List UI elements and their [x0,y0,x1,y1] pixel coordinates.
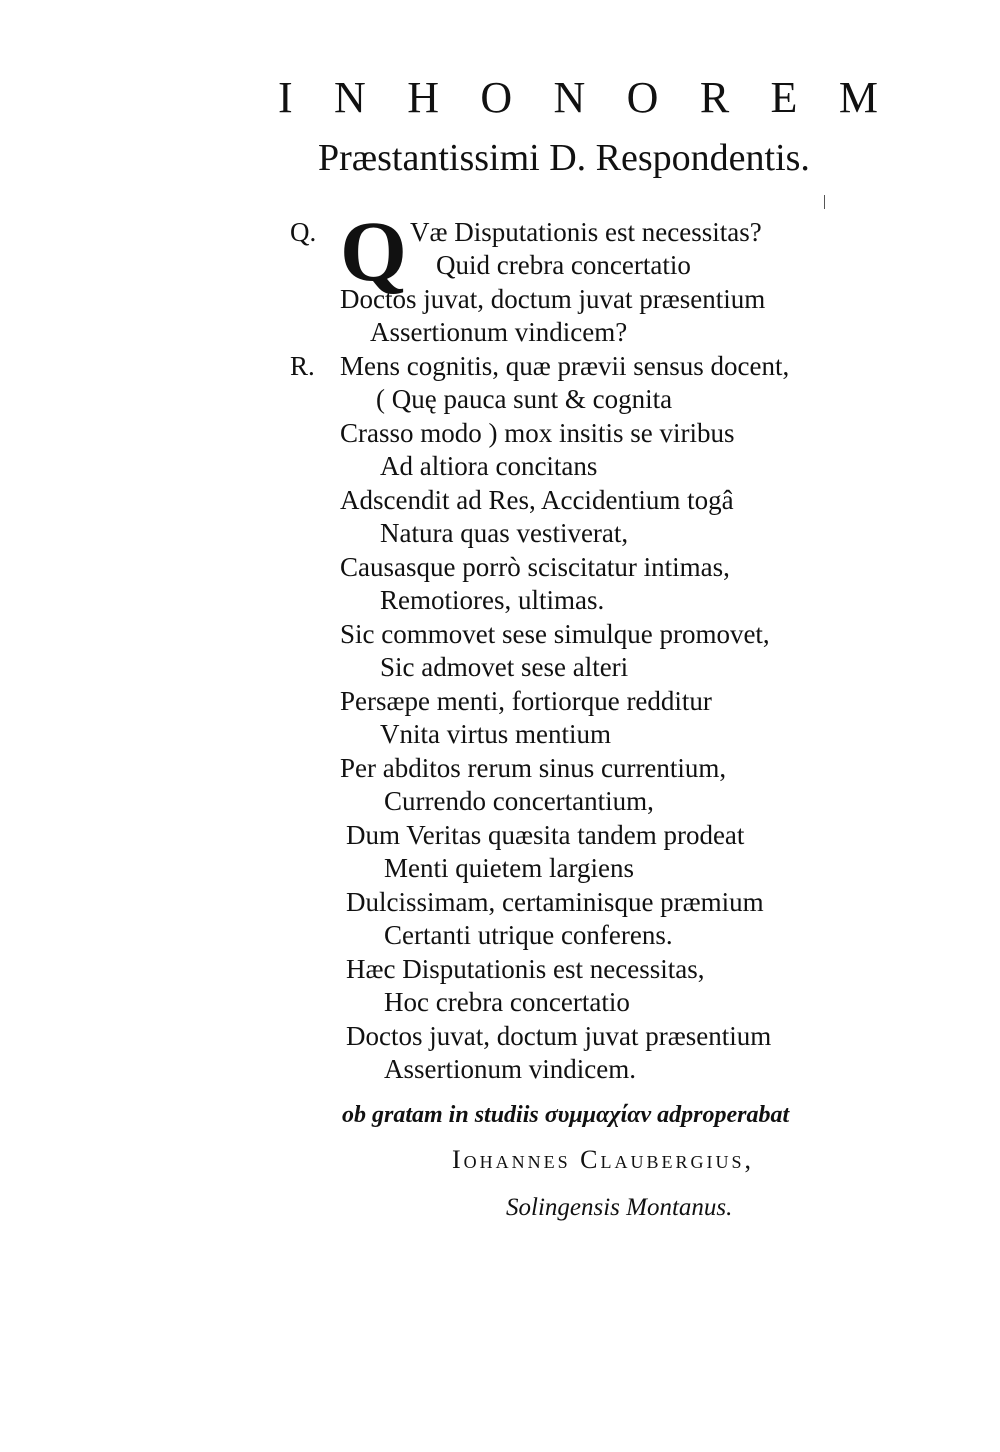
poem-line: Sic admovet sese alteri [380,652,629,682]
poem-line: Certanti utrique conferens. [384,920,673,950]
title-letter: E [770,73,798,122]
poem-line: ( Quę pauca sunt & cognita [376,384,673,414]
poem-line: Hæc Disputationis est necessitas, [346,954,705,984]
poem-line: Dulcissimam, certaminisque præmium [346,887,764,917]
poem-line: Natura quas vestiverat, [380,518,629,548]
poem-line: Sic commovet sese simulque promovet, [340,619,770,649]
poem-line: Menti quietem largiens [384,853,634,883]
title-letter: N [334,73,366,122]
author-name: Iohannes Claubergius, [452,1145,755,1174]
poem-line: Persæpe menti, fortiorque redditur [340,686,712,716]
poem-line: Adscendit ad Res, Accidentium togâ [340,485,734,515]
poem-line: Causasque porrò sciscitatur intimas, [340,552,730,582]
poem-line: Remotiores, ultimas. [380,585,605,615]
poem-line: Mens cognitis, quæ prævii sensus docent, [340,351,790,381]
poem-line: Assertionum vindicem. [384,1054,636,1084]
title-letter: M [838,73,878,122]
poem-line: Quid crebra concertatio [436,250,691,280]
author-origin: Solingensis Montanus. [506,1194,733,1221]
poem-line: Dum Veritas quæsita tandem prodeat [346,820,745,850]
print-mark [824,195,825,209]
poem-line: Currendo concertantium, [384,786,654,816]
poem-line: Crasso modo ) mox insitis se viribus [340,418,735,448]
poem-line: Ad altiora concitans [380,451,598,481]
title-letter: I [278,73,293,122]
page-title [278,72,878,124]
title-letter: O [480,73,513,122]
title-letter: N [553,73,586,122]
poem-line: Doctos juvat, doctum juvat præsentium [340,284,766,314]
poem-line: Vnita virtus mentium [380,719,611,749]
poem-line: Doctos juvat, doctum juvat præsentium [346,1021,772,1051]
title-letter: O [626,73,659,122]
poem-line: Væ Disputationis est necessitas? [410,217,762,247]
drop-cap: Q [340,203,407,299]
dedication-line: ob gratam in studiis συμμαχίαν adproperabat [342,1102,790,1128]
title-letter: R [699,73,730,122]
poem-line: Per abditos rerum sinus currentium, [340,753,727,783]
poem-line: Hoc crebra concertatio [384,987,630,1017]
answer-marker: R. [290,351,315,381]
title-letter: H [407,73,439,122]
page-subtitle: Præstantissimi D. Respondentis. [318,137,810,179]
question-marker: Q. [290,217,317,247]
poem-line: Assertionum vindicem? [370,317,628,347]
